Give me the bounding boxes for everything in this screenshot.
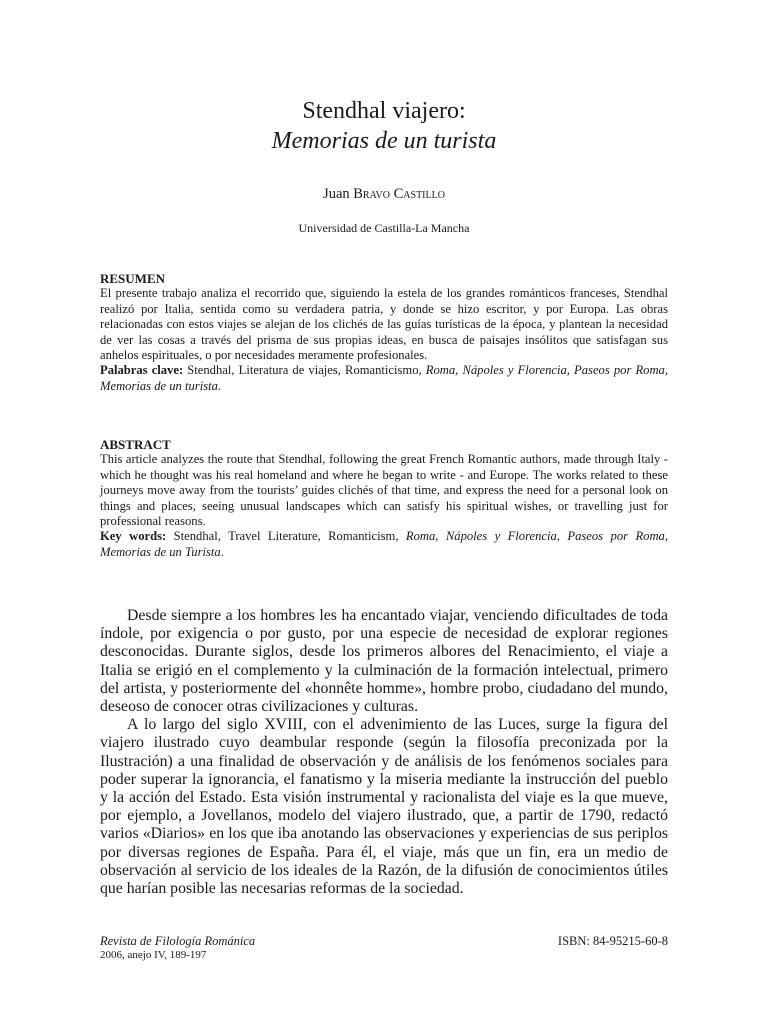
keyword-italic: Paseos por Roma — [574, 363, 665, 378]
keyword-separator: , — [566, 363, 575, 378]
keyword-end: . — [220, 544, 224, 559]
author-last-name: Bravo Castillo — [353, 186, 445, 202]
title-line-2: Memorias de un turista — [271, 128, 497, 154]
keywords-plain: Stendhal, Travel Literature, Romanticism, — [166, 529, 406, 544]
body-text — [100, 607, 668, 898]
keyword-separator: , — [556, 529, 568, 544]
keyword-separator: , — [664, 529, 668, 544]
keywords-label: Palabras clave: — [100, 363, 184, 378]
keyword-italic: Roma, Nápoles y Florencia — [425, 363, 567, 378]
author-first-name: Juan — [323, 186, 354, 202]
body-paragraph: Desde siempre a los hombres les ha encantado viajar, venciendo dificultades de toda índole, por exigencia o por gusto, por una especie de necesidad de explorar regiones desconocidas. Durante siglos, desde los primeros albores del Renacimiento, el viaje a Italia se erigió en el complemento y la culminación de la formación intelectual, primero del artista, y posteriormente del «honnête homme», hombre probo, ciudadano del mundo, deseoso de conocer otras civilizaciones y culturas. — [100, 607, 668, 716]
abstract-heading: ABSTRACT — [100, 437, 171, 452]
footer-journal-info — [100, 934, 255, 962]
journal-issue: 2006, anejo IV, 189-197 — [100, 949, 207, 961]
resumen-section — [100, 271, 668, 394]
title-line-1: Stendhal viajero: — [302, 98, 466, 124]
abstract-text: This article analyzes the route that Stendhal, following the great French Romantic authors, made through Italy - which he thought was his real homeland and where he began to write - and Europe. The works related to these journeys move away from the tourists’ guides clichés of that time, and express the need for a personal look on things and places, seeing unusual landscapes which can satisfy his spiritual wishes, or travelling just for professional reasons. — [100, 452, 668, 529]
keyword-italic: Memorias de un turista — [100, 378, 218, 393]
keyword-italic: Roma, Nápoles y Florencia — [405, 529, 557, 544]
body-paragraph: A lo largo del siglo XVIII, con el advenimiento de las Luces, surge la figura del viajero ilustrado cuyo deambular responde (según la filosofía preconizada por la Ilustración) a una finalidad de observación y de análisis de los fenómenos sociales para poder superar la ignorancia, el fanatismo y la miseria mediante la instrucción del pueblo y la acción del Estado. Esta visión instrumental y racionalista del viaje es la que mueve, por ejemplo, a Jovellanos, modelo del viajero ilustrado, que, a partir de 1790, redactó varios «Diarios» en los que iba anotando las observaciones y experiencias de sus periplos por diversas regiones de España. Para él, el viaje, más que un fin, era un medio de observación al servicio de los ideales de la Razón, de la difusión de conocimientos útiles que harían posible las necesarias reformas de la sociedad. — [100, 716, 668, 898]
keyword-separator: , — [664, 363, 669, 378]
abstract-keywords — [100, 529, 668, 560]
keywords-label: Key words: — [100, 529, 167, 544]
keywords-plain: Stendhal, Literatura de viajes, Romanticismo, — [183, 363, 426, 378]
author-affiliation: Universidad de Castilla-La Mancha — [298, 221, 470, 235]
resumen-text: El presente trabajo analiza el recorrido que, siguiendo la estela de los grandes románticos franceses, Stendhal realizó por Italia, sentida como su verdadera patria, y donde se hizo escritor, y por Europa. Las obras relacionadas con estos viajes se alejan de los clichés de las guías turísticas de la época, y plantean la necesidad de ver las cosas a través del prisma de sus propias ideas, en busca de paisajes insólitos que satisfagan sus anhelos espirituales, o por necesidades meramente profesionales. — [100, 286, 668, 363]
article-title — [100, 96, 668, 156]
resumen-heading: RESUMEN — [100, 271, 166, 286]
keyword-italic: Paseos por Roma — [567, 529, 665, 544]
keyword-end: . — [217, 378, 222, 393]
journal-name: Revista de Filología Románica — [100, 934, 256, 948]
author-name — [100, 186, 668, 203]
resumen-keywords — [100, 363, 668, 394]
abstract-section — [100, 437, 668, 560]
keyword-italic: Memorias de un Turista — [100, 544, 221, 559]
isbn: ISBN: 84-95215-60-8 — [557, 934, 668, 948]
